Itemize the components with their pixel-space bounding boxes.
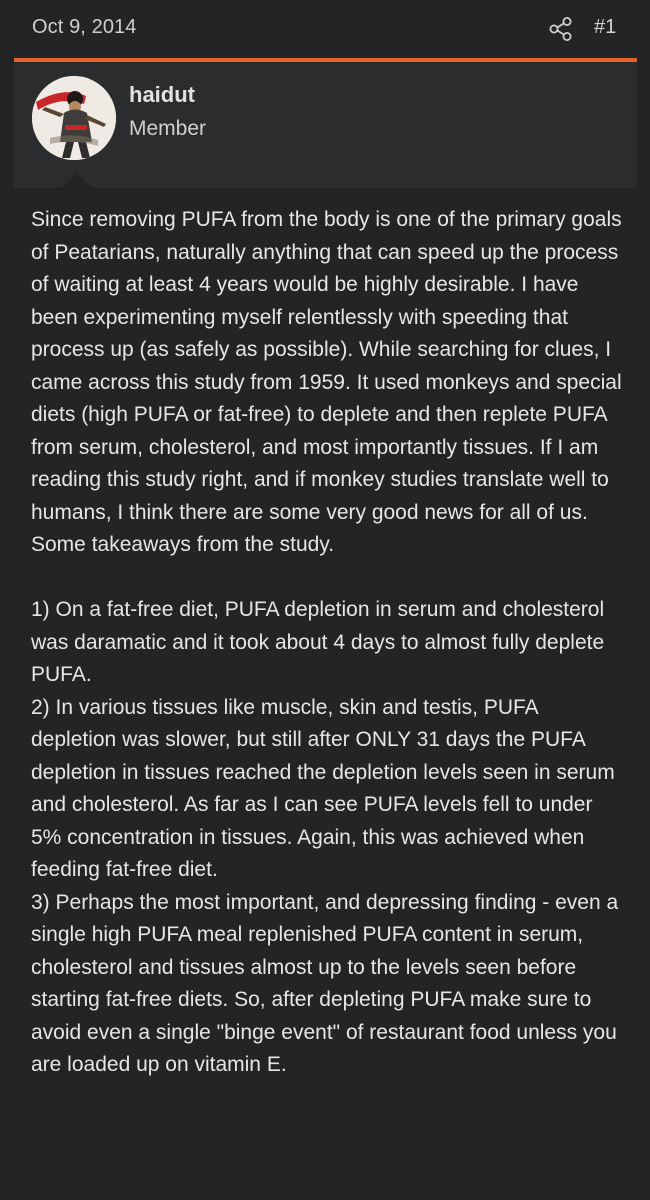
takeaway-2: 2) In various tissues like muscle, skin and testis, PUFA depletion was slower, but still after ONLY 31 days the PUFA depletion in tissues reached the depletion levels seen in serum and cholesterol. As far as I can see PUFA levels fell to under 5% concentration in tissues. Again, this was achieved when feeding fat-free diet. (31, 695, 615, 881)
share-icon[interactable] (548, 16, 574, 42)
avatar-image (32, 76, 116, 160)
share-icon-graphic (548, 16, 574, 42)
author-role: Member (129, 117, 207, 140)
author-block (14, 62, 637, 189)
post-paragraph-intro: Since removing PUFA from the body is one of the primary goals of Peatarians, naturally anything that can speed up the process of waiting at least 4 years would be highly desirable. I have been experimenting myself relentlessly with speeding that process up (as safely as possible). While searching for clues, I came across this study from 1959. It used monkeys and special diets (high PUFA or fat-free) to deplete and then replete PUFA from serum, cholesterol, and most importantly tissues. If I am reading this study right, and if monkey studies translate well to humans, I think there are some very good news for all of us. Some takeaways from the study. (31, 208, 622, 556)
post-header (0, 0, 650, 58)
post-permalink[interactable]: #1 (594, 16, 617, 38)
post-content (31, 204, 623, 1082)
avatar[interactable] (32, 76, 116, 160)
post-date[interactable]: Oct 9, 2014 (32, 16, 137, 38)
message-pointer (62, 172, 92, 188)
takeaway-1: 1) On a fat-free diet, PUFA depletion in serum and cholesterol was daramatic and it took about 4 days to almost fully deplete PUFA. (31, 598, 605, 686)
author-username[interactable]: haidut (129, 82, 195, 107)
takeaway-3: 3) Perhaps the most important, and depressing finding - even a single high PUFA meal replenished PUFA content in serum, cholesterol and tissues almost up to the levels seen before starting fat-free diets. So, after depleting PUFA make sure to avoid even a single "binge event" of restaurant food unless you are loaded up on vitamin E. (31, 890, 619, 1076)
